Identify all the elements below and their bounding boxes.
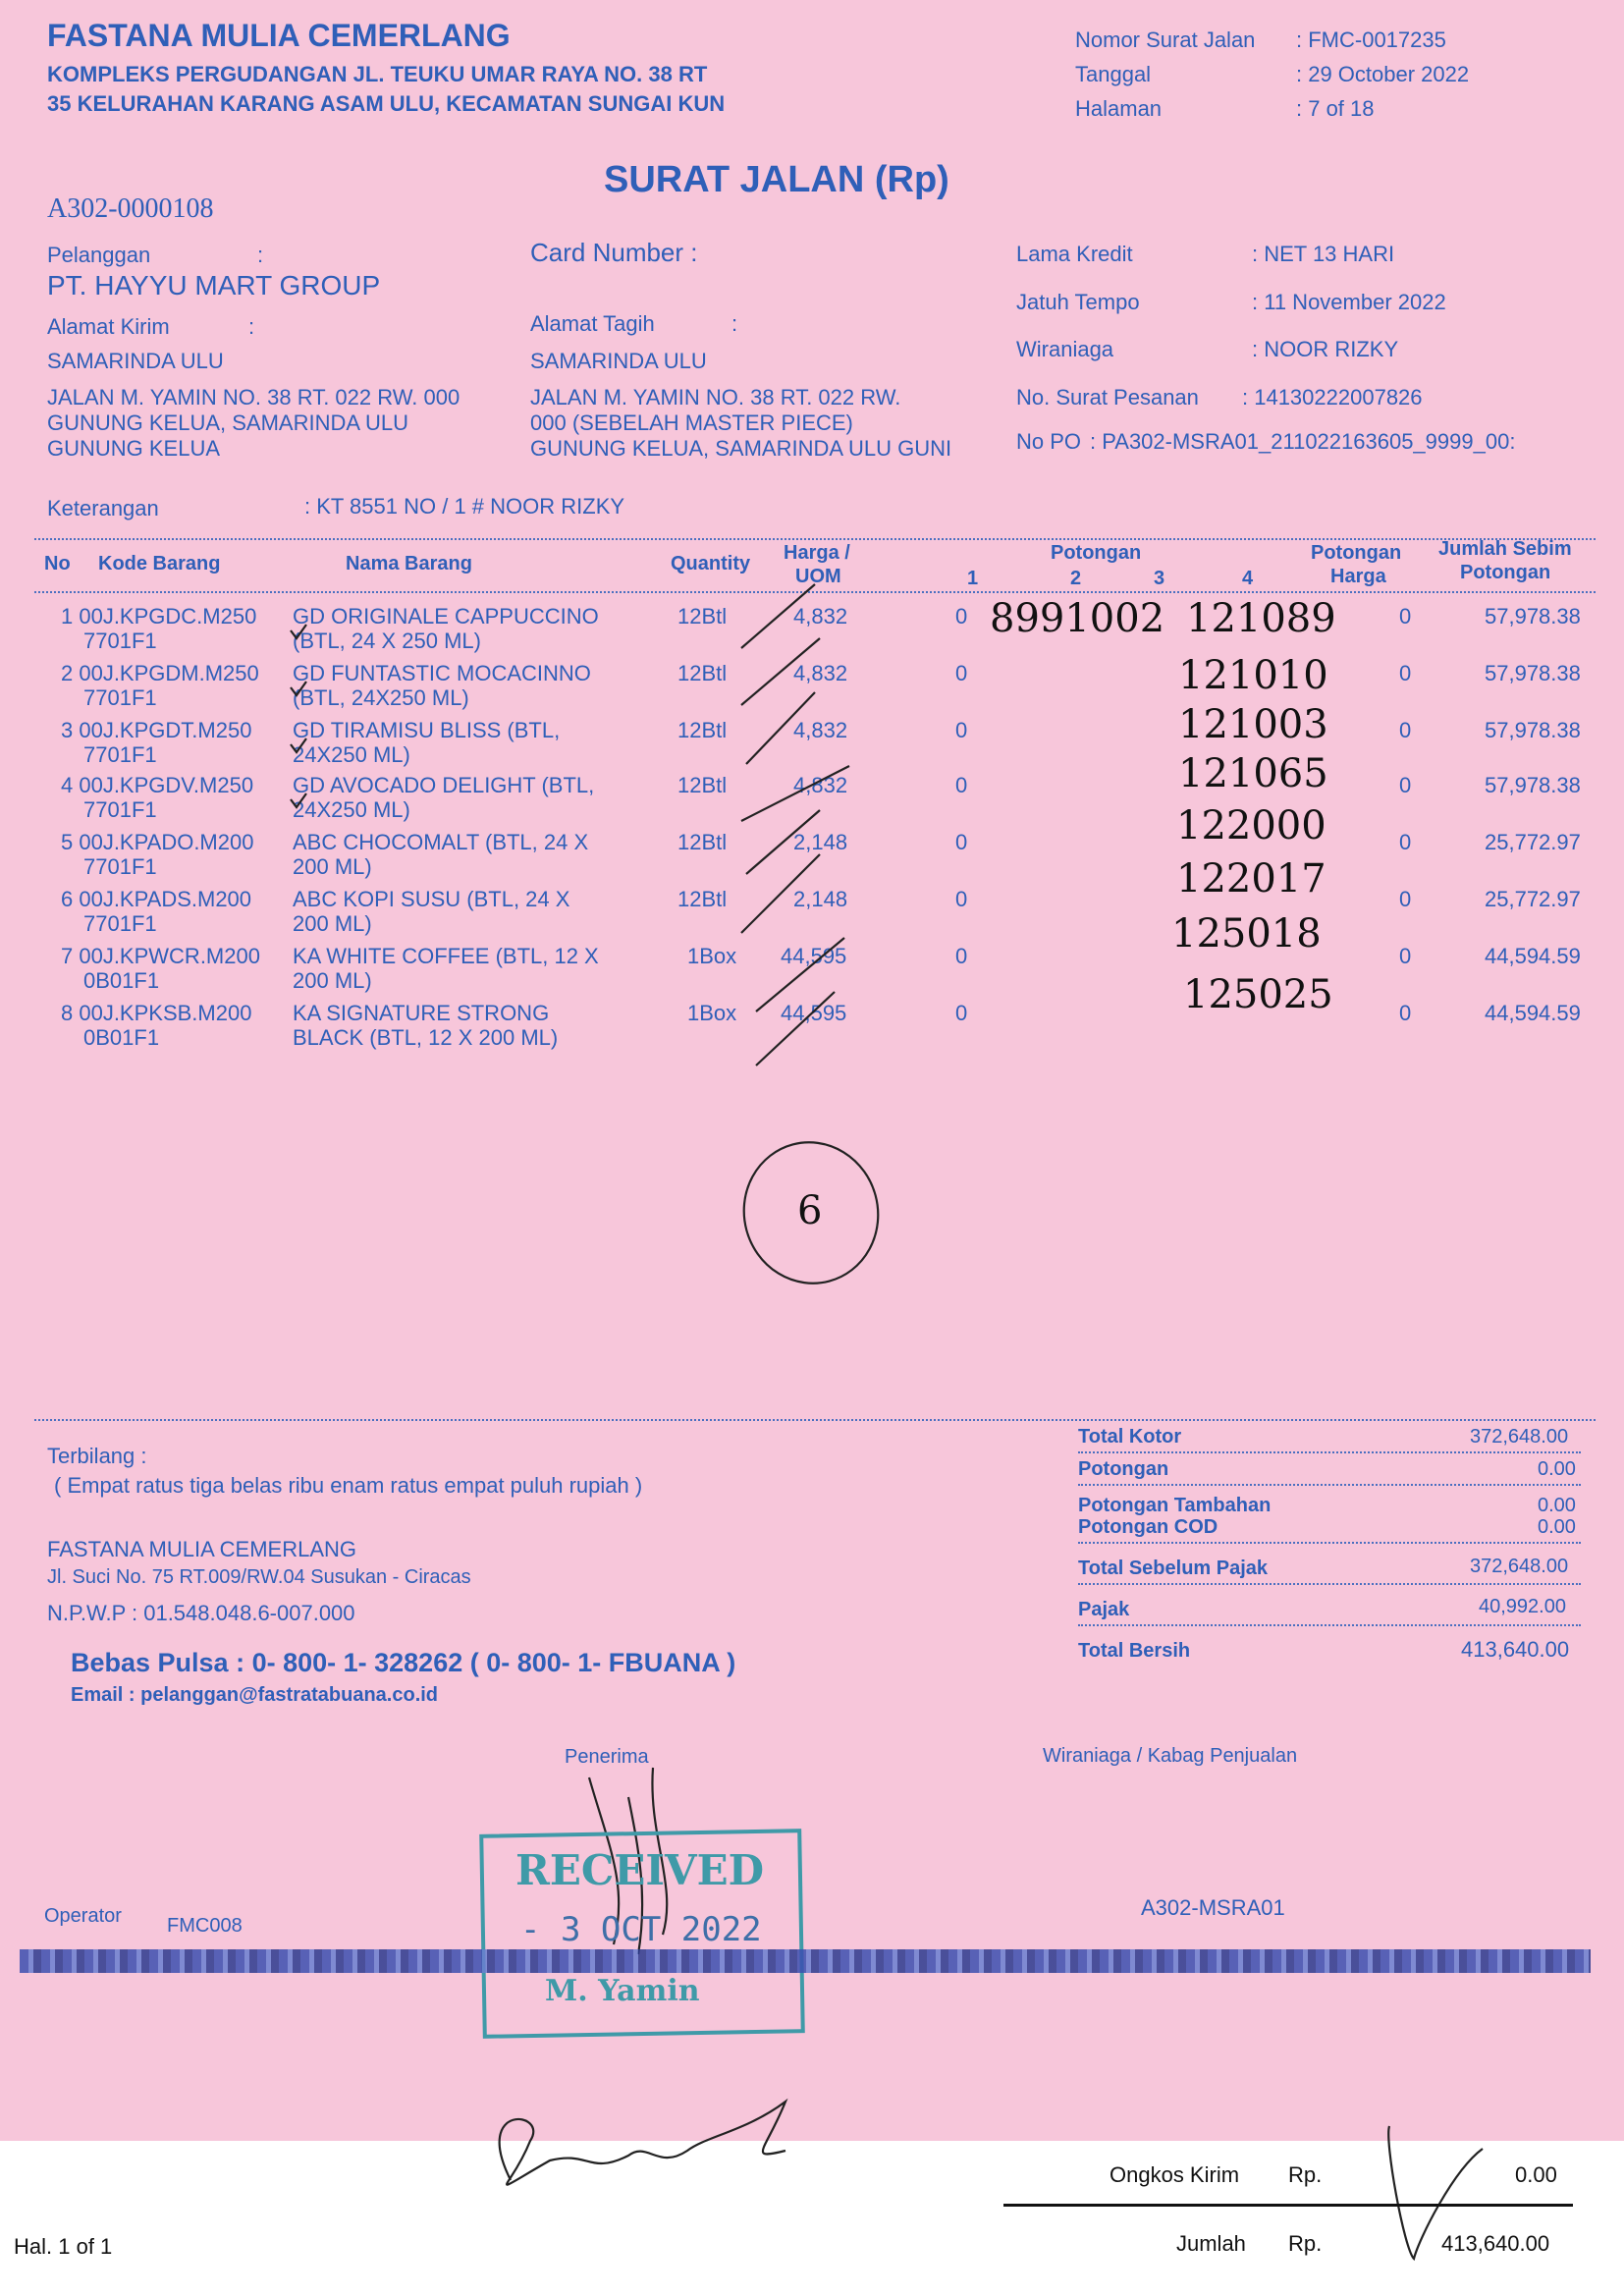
row-jumlah: 25,772.97 <box>1485 830 1581 854</box>
lama-kredit-value: : NET 13 HARI <box>1252 242 1395 266</box>
row-qty: 12Btl <box>677 773 728 797</box>
ongkos-kirim-rp: Rp. <box>1288 2162 1323 2187</box>
tagih-address-line3: GUNUNG KELUA, SAMARINDA ULU GUNI <box>530 436 952 461</box>
row-potongan-1: 0 <box>955 887 968 911</box>
tagih-city: SAMARINDA ULU <box>530 349 707 373</box>
row-kode-suffix: 7701F1 <box>83 629 157 653</box>
row-potongan-1: 0 <box>955 944 968 968</box>
row-kode-suffix: 7701F1 <box>83 685 157 710</box>
col-potongan-harga-line2: Harga <box>1330 566 1386 587</box>
handwritten-code: 122000 <box>1176 803 1326 848</box>
row-jumlah: 57,978.38 <box>1485 773 1581 797</box>
row-potongan-1: 0 <box>955 773 968 797</box>
handwritten-code: 121010 <box>1178 653 1328 698</box>
row-kode-suffix: 0B01F1 <box>83 968 160 993</box>
row-kode: 7 00J.KPWCR.M200 <box>61 944 260 968</box>
row-nama: KA SIGNATURE STRONG <box>293 1001 550 1025</box>
check-mark <box>291 682 306 695</box>
wiraniaga-value: : NOOR RIZKY <box>1252 337 1399 361</box>
received-stamp-name: M. Yamin <box>545 1974 700 2008</box>
row-kode: 8 00J.KPKSB.M200 <box>61 1001 252 1025</box>
row-qty: 12Btl <box>677 604 728 629</box>
slash-mark <box>741 638 820 705</box>
totals-rule <box>1078 1484 1581 1486</box>
row-qty: 12Btl <box>677 887 728 911</box>
totals-rule <box>1078 1542 1581 1544</box>
col-potongan-2: 2 <box>1070 568 1082 589</box>
document-code: A302-0000108 <box>47 193 214 224</box>
row-nama-detail: BLACK (BTL, 12 X 200 ML) <box>293 1025 559 1050</box>
handwritten-code: 122017 <box>1176 856 1326 902</box>
row-nama: GD AVOCADO DELIGHT (BTL, <box>293 773 595 797</box>
row-kode: 6 00J.KPADS.M200 <box>61 887 252 911</box>
total-sebelum-pajak-value: 372,648.00 <box>1470 1556 1569 1577</box>
total-kotor-value: 372,648.00 <box>1470 1426 1569 1448</box>
col-harga-line2: UOM <box>795 566 841 587</box>
jumlah-value: 413,640.00 <box>1441 2231 1550 2256</box>
potongan-cod-value: 0.00 <box>1538 1516 1576 1538</box>
col-potongan: Potongan <box>1051 542 1142 564</box>
row-qty: 12Btl <box>677 661 728 685</box>
terbilang-text: ( Empat ratus tiga belas ribu enam ratus empat puluh rupiah ) <box>54 1473 643 1498</box>
col-nama-barang: Nama Barang <box>346 553 472 574</box>
footer-hotline: Bebas Pulsa : 0- 800- 1- 328262 ( 0- 800- 1- FBUANA ) <box>71 1648 736 1677</box>
totals-rule <box>1078 1583 1581 1585</box>
row-jumlah: 57,978.38 <box>1485 718 1581 742</box>
total-bersih-value: 413,640.00 <box>1461 1637 1570 1662</box>
company-address-line1: KOMPLEKS PERGUDANGAN JL. TEUKU UMAR RAYA NO. 38 RT <box>47 62 708 86</box>
ongkos-kirim-label: Ongkos Kirim <box>1110 2162 1240 2187</box>
check-mark <box>291 738 306 752</box>
overprint-smudge-band <box>20 1949 1591 1973</box>
company-name: FASTANA MULIA CEMERLANG <box>47 18 511 53</box>
potongan-label: Potongan <box>1078 1458 1169 1480</box>
row-jumlah: 25,772.97 <box>1485 887 1581 911</box>
pajak-label: Pajak <box>1078 1599 1130 1620</box>
keterangan-label: Keterangan <box>47 496 159 520</box>
row-potongan-1: 0 <box>955 604 968 629</box>
footer-npwp: N.P.W.P : 01.548.048.6-007.000 <box>47 1601 355 1625</box>
terbilang-label: Terbilang : <box>47 1444 147 1468</box>
received-stamp-date: - 3 OCT 2022 <box>520 1910 762 1949</box>
slash-mark <box>741 854 820 933</box>
kirim-address-line2: GUNUNG KELUA, SAMARINDA ULU <box>47 410 408 435</box>
kirim-address-line3: GUNUNG KELUA <box>47 436 221 461</box>
footer-company-name: FASTANA MULIA CEMERLANG <box>47 1537 357 1561</box>
company-address-line2: 35 KELURAHAN KARANG ASAM ULU, KECAMATAN SUNGAI KUN <box>47 91 726 116</box>
jumlah-label: Jumlah <box>1176 2231 1246 2256</box>
tagih-address-line1: JALAN M. YAMIN NO. 38 RT. 022 RW. <box>530 385 901 410</box>
check-mark <box>291 625 306 638</box>
wiraniaga-kabag-label: Wiraniaga / Kabag Penjualan <box>1043 1745 1298 1767</box>
handwritten-code: 125025 <box>1183 972 1333 1017</box>
row-harga: 4,832 <box>793 661 848 685</box>
total-bersih-label: Total Bersih <box>1078 1640 1191 1662</box>
signature-bottom <box>500 2102 785 2185</box>
branch-code: A302-MSRA01 <box>1141 1895 1285 1920</box>
nomor-surat-value: : FMC-0017235 <box>1296 27 1446 52</box>
row-nama-detail: (BTL, 24 X 250 ML) <box>293 629 481 653</box>
col-potongan-1: 1 <box>967 568 979 589</box>
row-potongan-1: 0 <box>955 661 968 685</box>
row-harga: 4,832 <box>793 604 848 629</box>
wiraniaga-label: Wiraniaga <box>1016 337 1114 361</box>
row-kode: 4 00J.KPGDV.M250 <box>61 773 254 797</box>
row-kode: 2 00J.KPGDM.M250 <box>61 661 259 685</box>
tanggal-label: Tanggal <box>1075 62 1152 86</box>
kirim-city: SAMARINDA ULU <box>47 349 224 373</box>
row-potongan-harga: 0 <box>1399 773 1412 797</box>
row-potongan-harga: 0 <box>1399 604 1412 629</box>
nomor-surat-label: Nomor Surat Jalan <box>1075 27 1256 52</box>
totals-rule <box>1078 1451 1581 1453</box>
alamat-tagih-label: Alamat Tagih <box>530 311 655 336</box>
row-nama-detail: 24X250 ML) <box>293 742 410 767</box>
keterangan-value: : KT 8551 NO / 1 # NOOR RIZKY <box>304 494 625 519</box>
total-sebelum-pajak-label: Total Sebelum Pajak <box>1078 1558 1269 1579</box>
page-counter: Hal. 1 of 1 <box>14 2234 113 2259</box>
row-potongan-harga: 0 <box>1399 887 1412 911</box>
jatuh-tempo-value: : 11 November 2022 <box>1252 290 1446 314</box>
row-potongan-harga: 0 <box>1399 944 1412 968</box>
alamat-kirim-colon: : <box>248 314 255 339</box>
col-potongan-3: 3 <box>1154 568 1165 589</box>
potongan-tambahan-value: 0.00 <box>1538 1495 1576 1516</box>
row-kode-suffix: 7701F1 <box>83 742 157 767</box>
row-nama: GD ORIGINALE CAPPUCCINO <box>293 604 599 629</box>
row-harga: 4,832 <box>793 718 848 742</box>
row-kode: 1 00J.KPGDC.M250 <box>61 604 257 629</box>
document-title: SURAT JALAN (Rp) <box>604 159 949 200</box>
col-no: No <box>44 553 71 574</box>
row-potongan-harga: 0 <box>1399 1001 1412 1025</box>
lama-kredit-label: Lama Kredit <box>1016 242 1133 266</box>
row-jumlah: 44,594.59 <box>1485 944 1581 968</box>
row-potongan-1: 0 <box>955 1001 968 1025</box>
row-nama-detail: (BTL, 24X250 ML) <box>293 685 469 710</box>
handwritten-code: 125018 <box>1171 911 1322 957</box>
no-pesanan-value: : 14130222007826 <box>1242 385 1423 410</box>
customer-name: PT. HAYYU MART GROUP <box>47 270 381 301</box>
potongan-tambahan-label: Potongan Tambahan <box>1078 1495 1272 1516</box>
handwritten-code: 121065 <box>1178 751 1328 796</box>
potongan-cod-label: Potongan COD <box>1078 1516 1218 1538</box>
row-qty: 12Btl <box>677 830 728 854</box>
row-nama-detail: 200 ML) <box>293 854 372 879</box>
row-harga: 44,595 <box>781 944 847 968</box>
col-potongan-harga-line1: Potongan <box>1311 542 1402 564</box>
col-jumlah-line2: Potongan <box>1460 562 1551 583</box>
pajak-value: 40,992.00 <box>1479 1596 1566 1617</box>
row-nama-detail: 200 ML) <box>293 911 372 936</box>
row-potongan-harga: 0 <box>1399 830 1412 854</box>
summary-top-rule <box>34 1419 1596 1421</box>
row-harga: 2,148 <box>793 887 848 911</box>
row-potongan-1: 0 <box>955 830 968 854</box>
slash-mark <box>756 938 847 1011</box>
row-nama: ABC KOPI SUSU (BTL, 24 X <box>293 887 570 911</box>
row-nama: KA WHITE COFFEE (BTL, 12 X <box>293 944 599 968</box>
row-potongan-harga: 0 <box>1399 661 1412 685</box>
slash-mark <box>741 766 849 821</box>
pelanggan-colon: : <box>257 243 264 267</box>
handwritten-code: 121089 <box>1186 596 1336 641</box>
row-jumlah: 57,978.38 <box>1485 661 1581 685</box>
row-kode: 3 00J.KPGDT.M250 <box>61 718 252 742</box>
row-jumlah: 44,594.59 <box>1485 1001 1581 1025</box>
row-kode: 5 00J.KPADO.M200 <box>61 830 254 854</box>
row-harga: 2,148 <box>793 830 848 854</box>
no-po-value: : PA302-MSRA01_211022163605_9999_00: <box>1090 429 1516 454</box>
col-jumlah-line1: Jumlah Sebim <box>1438 538 1572 560</box>
col-harga-line1: Harga / <box>784 542 850 564</box>
kirim-address-line1: JALAN M. YAMIN NO. 38 RT. 022 RW. 000 <box>47 385 460 410</box>
handwritten-barcode-prefix: 8991002 <box>990 596 1165 641</box>
row-harga: 4,832 <box>793 773 848 797</box>
no-pesanan-label: No. Surat Pesanan <box>1016 385 1199 410</box>
slash-mark <box>746 692 815 764</box>
totals-rule <box>1078 1624 1581 1626</box>
operator-value: FMC008 <box>167 1915 243 1937</box>
row-qty: 12Btl <box>677 718 728 742</box>
slash-mark <box>741 584 815 648</box>
row-kode-suffix: 7701F1 <box>83 911 157 936</box>
alamat-tagih-colon: : <box>731 311 738 336</box>
row-kode-suffix: 7701F1 <box>83 854 157 879</box>
received-stamp-title: RECEIVED <box>515 1846 765 1894</box>
jumlah-rp: Rp. <box>1288 2231 1323 2256</box>
penerima-label: Penerima <box>565 1746 649 1768</box>
row-harga: 44,595 <box>781 1001 847 1025</box>
tagih-address-line2: 000 (SEBELAH MASTER PIECE) <box>530 410 853 435</box>
handwritten-code: 121003 <box>1178 702 1328 747</box>
card-number-label: Card Number : <box>530 238 698 267</box>
row-nama: GD FUNTASTIC MOCACINNO <box>293 661 591 685</box>
row-nama-detail: 200 ML) <box>293 968 372 993</box>
row-jumlah: 57,978.38 <box>1485 604 1581 629</box>
halaman-label: Halaman <box>1075 96 1163 121</box>
row-nama: ABC CHOCOMALT (BTL, 24 X <box>293 830 589 854</box>
col-quantity: Quantity <box>671 553 751 574</box>
footer-email: Email : pelanggan@fastratabuana.co.id <box>71 1684 439 1706</box>
ongkos-kirim-value: 0.00 <box>1515 2162 1557 2187</box>
row-nama: GD TIRAMISU BLISS (BTL, <box>293 718 561 742</box>
receipt-total-rule <box>1003 2204 1573 2207</box>
footer-company-address: Jl. Suci No. 75 RT.009/RW.04 Susukan - Ciracas <box>47 1566 471 1588</box>
potongan-value: 0.00 <box>1538 1458 1576 1480</box>
total-kotor-label: Total Kotor <box>1078 1426 1182 1448</box>
row-kode-suffix: 7701F1 <box>83 797 157 822</box>
no-po-label: No PO <box>1016 429 1082 454</box>
operator-label: Operator <box>44 1905 122 1927</box>
row-qty: 1Box <box>687 944 737 968</box>
row-nama-detail: 24X250 ML) <box>293 797 410 822</box>
jatuh-tempo-label: Jatuh Tempo <box>1016 290 1140 314</box>
check-mark <box>291 793 306 807</box>
row-kode-suffix: 0B01F1 <box>83 1025 160 1050</box>
tanggal-value: : 29 October 2022 <box>1296 62 1470 86</box>
handwritten-circled-number: 6 <box>797 1188 823 1233</box>
row-potongan-1: 0 <box>955 718 968 742</box>
row-potongan-harga: 0 <box>1399 718 1412 742</box>
halaman-value: : 7 of 18 <box>1296 96 1375 121</box>
pelanggan-label: Pelanggan <box>47 243 151 267</box>
col-potongan-4: 4 <box>1242 568 1254 589</box>
alamat-kirim-label: Alamat Kirim <box>47 314 170 339</box>
row-qty: 1Box <box>687 1001 737 1025</box>
col-kode-barang: Kode Barang <box>98 553 221 574</box>
